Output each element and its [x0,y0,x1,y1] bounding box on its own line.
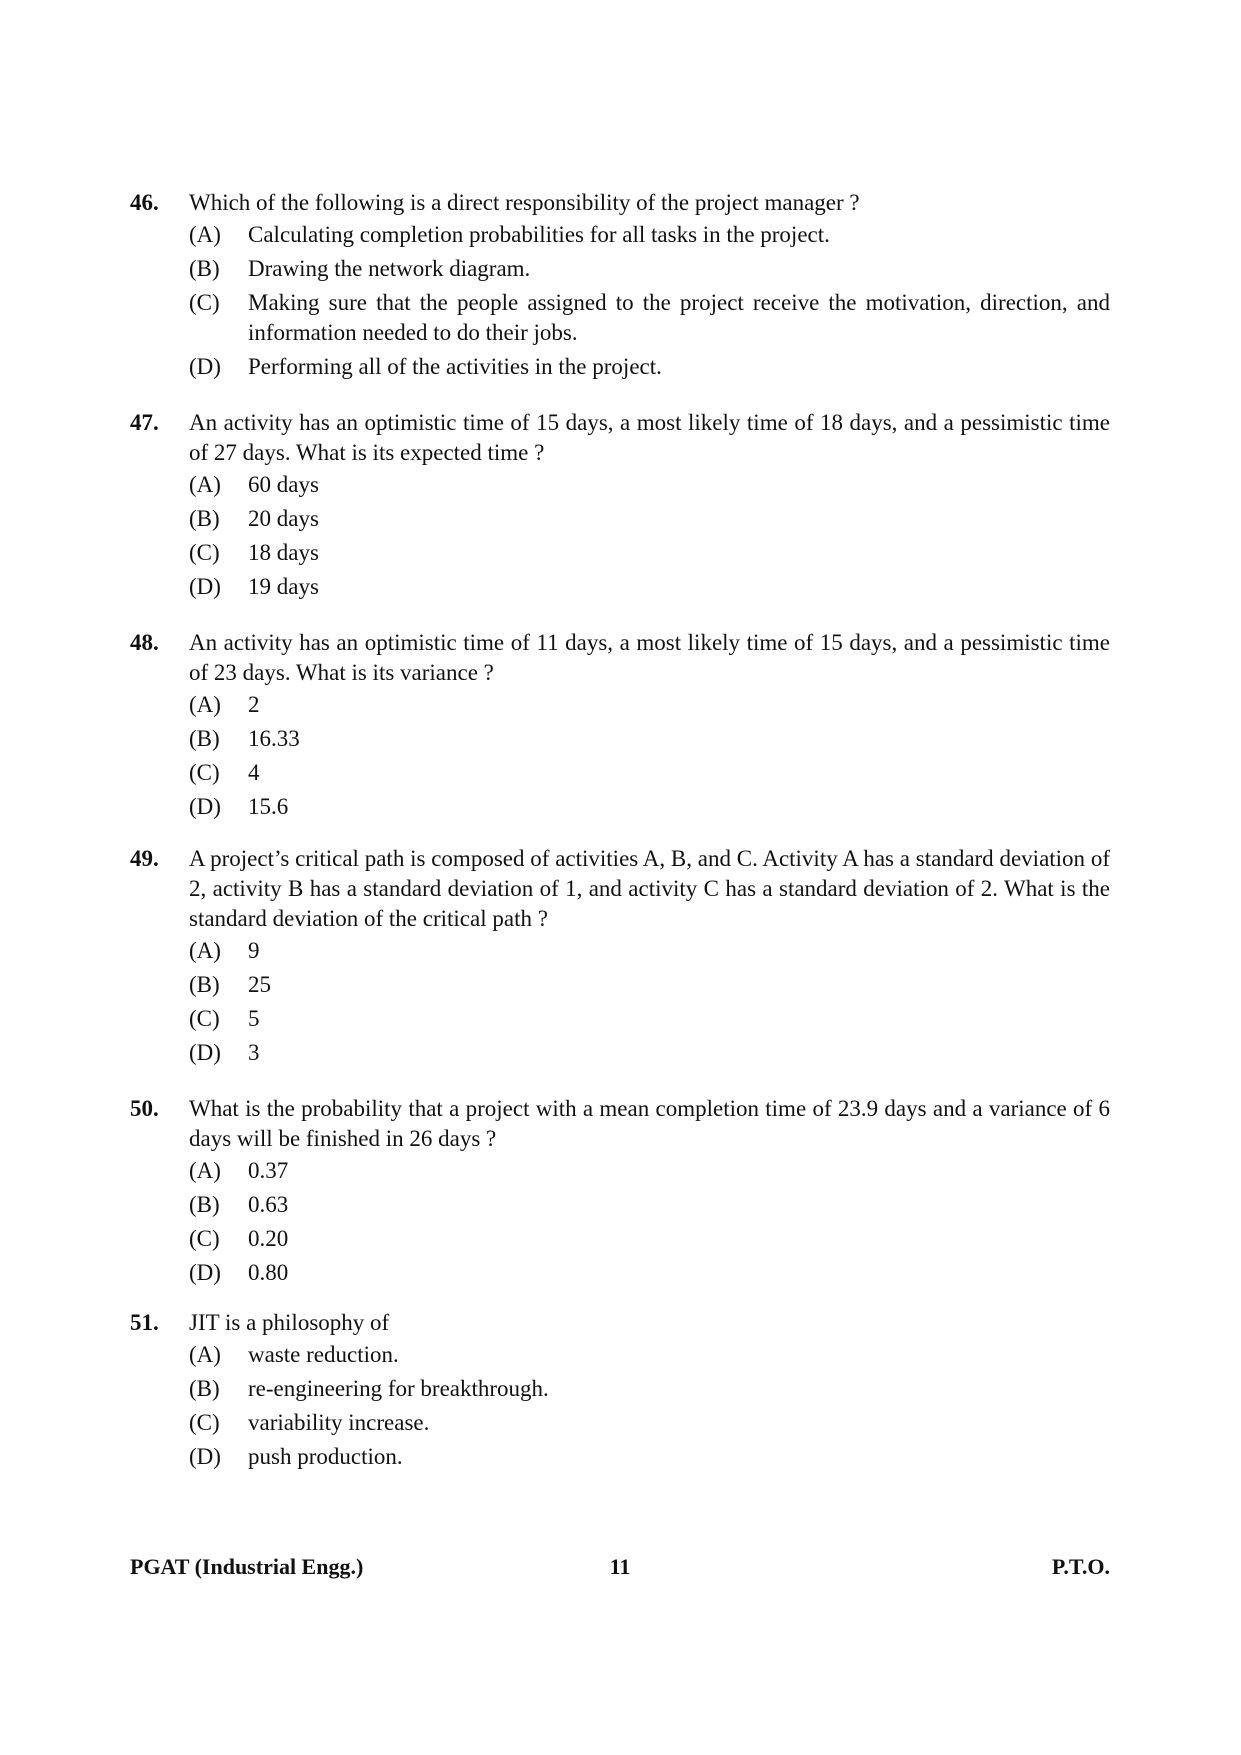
option-text: 3 [248,1040,260,1065]
option-text: Performing all of the activities in the project. [248,354,662,379]
option-d [189,1038,1110,1068]
option-list [189,1156,1110,1288]
option-d [189,572,1110,602]
option-label: (B) [189,256,220,281]
option-label: (D) [189,1444,221,1469]
option-text: Calculating completion probabilities for all tasks in the project. [248,222,830,247]
option-label: (B) [189,1376,220,1401]
option-a [189,470,1110,500]
option-a [189,936,1110,966]
option-a [189,220,1110,250]
option-text: 60 days [248,472,319,497]
question-text: Which of the following is a direct responsibility of the project manager ? [189,190,860,215]
question-text: An activity has an optimistic time of 15 days, a most likely time of 18 days, and a pessimistic time of 27 days. What is its expected time ? [189,410,1110,465]
question-text: JIT is a philosophy of [189,1310,390,1335]
option-label: (A) [189,222,221,247]
option-list [189,690,1110,822]
option-label: (A) [189,938,221,963]
option-d [189,352,1110,382]
option-c [189,758,1110,788]
question-number: 47. [130,410,159,435]
question-number: 49. [130,846,159,871]
option-text: push production. [248,1444,403,1469]
option-b [189,254,1110,284]
option-list [189,936,1110,1068]
option-text: 19 days [248,574,319,599]
option-text: 4 [248,760,260,785]
option-list [189,220,1110,382]
question-50 [130,1094,1110,1288]
option-c [189,288,1110,348]
option-label: (C) [189,290,220,315]
option-text: 20 days [248,506,319,531]
option-text: 9 [248,938,260,963]
option-text: 18 days [248,540,319,565]
option-list [189,1340,1110,1472]
option-b [189,1190,1110,1220]
option-b [189,504,1110,534]
question-48 [130,628,1110,822]
option-c [189,538,1110,568]
option-label: (A) [189,692,221,717]
option-a [189,690,1110,720]
option-label: (C) [189,540,220,565]
option-label: (A) [189,1158,221,1183]
option-text: 0.20 [248,1226,289,1251]
option-a [189,1340,1110,1370]
page-number: 11 [609,1554,631,1579]
option-label: (D) [189,794,221,819]
option-label: (C) [189,1226,220,1251]
option-b [189,1374,1110,1404]
option-label: (C) [189,760,220,785]
option-text: Drawing the network diagram. [248,256,531,281]
option-text: waste reduction. [248,1342,399,1367]
option-label: (A) [189,1342,221,1367]
question-number: 46. [130,190,159,215]
option-label: (B) [189,1192,220,1217]
option-text: 0.63 [248,1192,289,1217]
footer-pto: P.T.O. [1051,1554,1110,1579]
question-number: 51. [130,1310,159,1335]
option-text: 2 [248,692,260,717]
option-text: 15.6 [248,794,289,819]
question-text: What is the probability that a project with a mean completion time of 23.9 days and a variance of 6 days will be finished in 26 days ? [189,1096,1110,1151]
option-text: 5 [248,1006,260,1031]
question-47 [130,408,1110,602]
option-label: (B) [189,506,220,531]
option-text: re-engineering for breakthrough. [248,1376,549,1401]
footer-paper-title: PGAT (Industrial Engg.) [130,1554,364,1579]
option-text: 25 [248,972,271,997]
question-number: 50. [130,1096,159,1121]
option-d [189,792,1110,822]
question-46 [130,188,1110,382]
question-51 [130,1308,1110,1472]
question-text: A project’s critical path is composed of activities A, B, and C. Activity A has a standard deviation of 2, activity B has a standard deviation of 1, and activity C has a standard deviation of 2. What is the standard deviation of the critical path ? [189,846,1110,931]
question-list [130,188,1110,1476]
option-label: (B) [189,972,220,997]
option-b [189,970,1110,1000]
option-text: Making sure that the people assigned to the project receive the motivation, direction, and information needed to do their jobs. [248,290,1110,345]
option-label: (C) [189,1410,220,1435]
option-label: (B) [189,726,220,751]
option-b [189,724,1110,754]
option-label: (D) [189,354,221,379]
option-c [189,1408,1110,1438]
question-text: An activity has an optimistic time of 11 days, a most likely time of 15 days, and a pessimistic time of 23 days. What is its variance ? [189,630,1110,685]
option-label: (A) [189,472,221,497]
option-text: 0.37 [248,1158,289,1183]
option-d [189,1258,1110,1288]
option-a [189,1156,1110,1186]
option-label: (D) [189,1260,221,1285]
question-49 [130,844,1110,1068]
option-label: (C) [189,1006,220,1031]
option-label: (D) [189,1040,221,1065]
option-text: 0.80 [248,1260,289,1285]
option-c [189,1004,1110,1034]
question-number: 48. [130,630,159,655]
option-label: (D) [189,574,221,599]
option-c [189,1224,1110,1254]
option-text: variability increase. [248,1410,430,1435]
option-d [189,1442,1110,1472]
option-list [189,470,1110,602]
option-text: 16.33 [248,726,300,751]
